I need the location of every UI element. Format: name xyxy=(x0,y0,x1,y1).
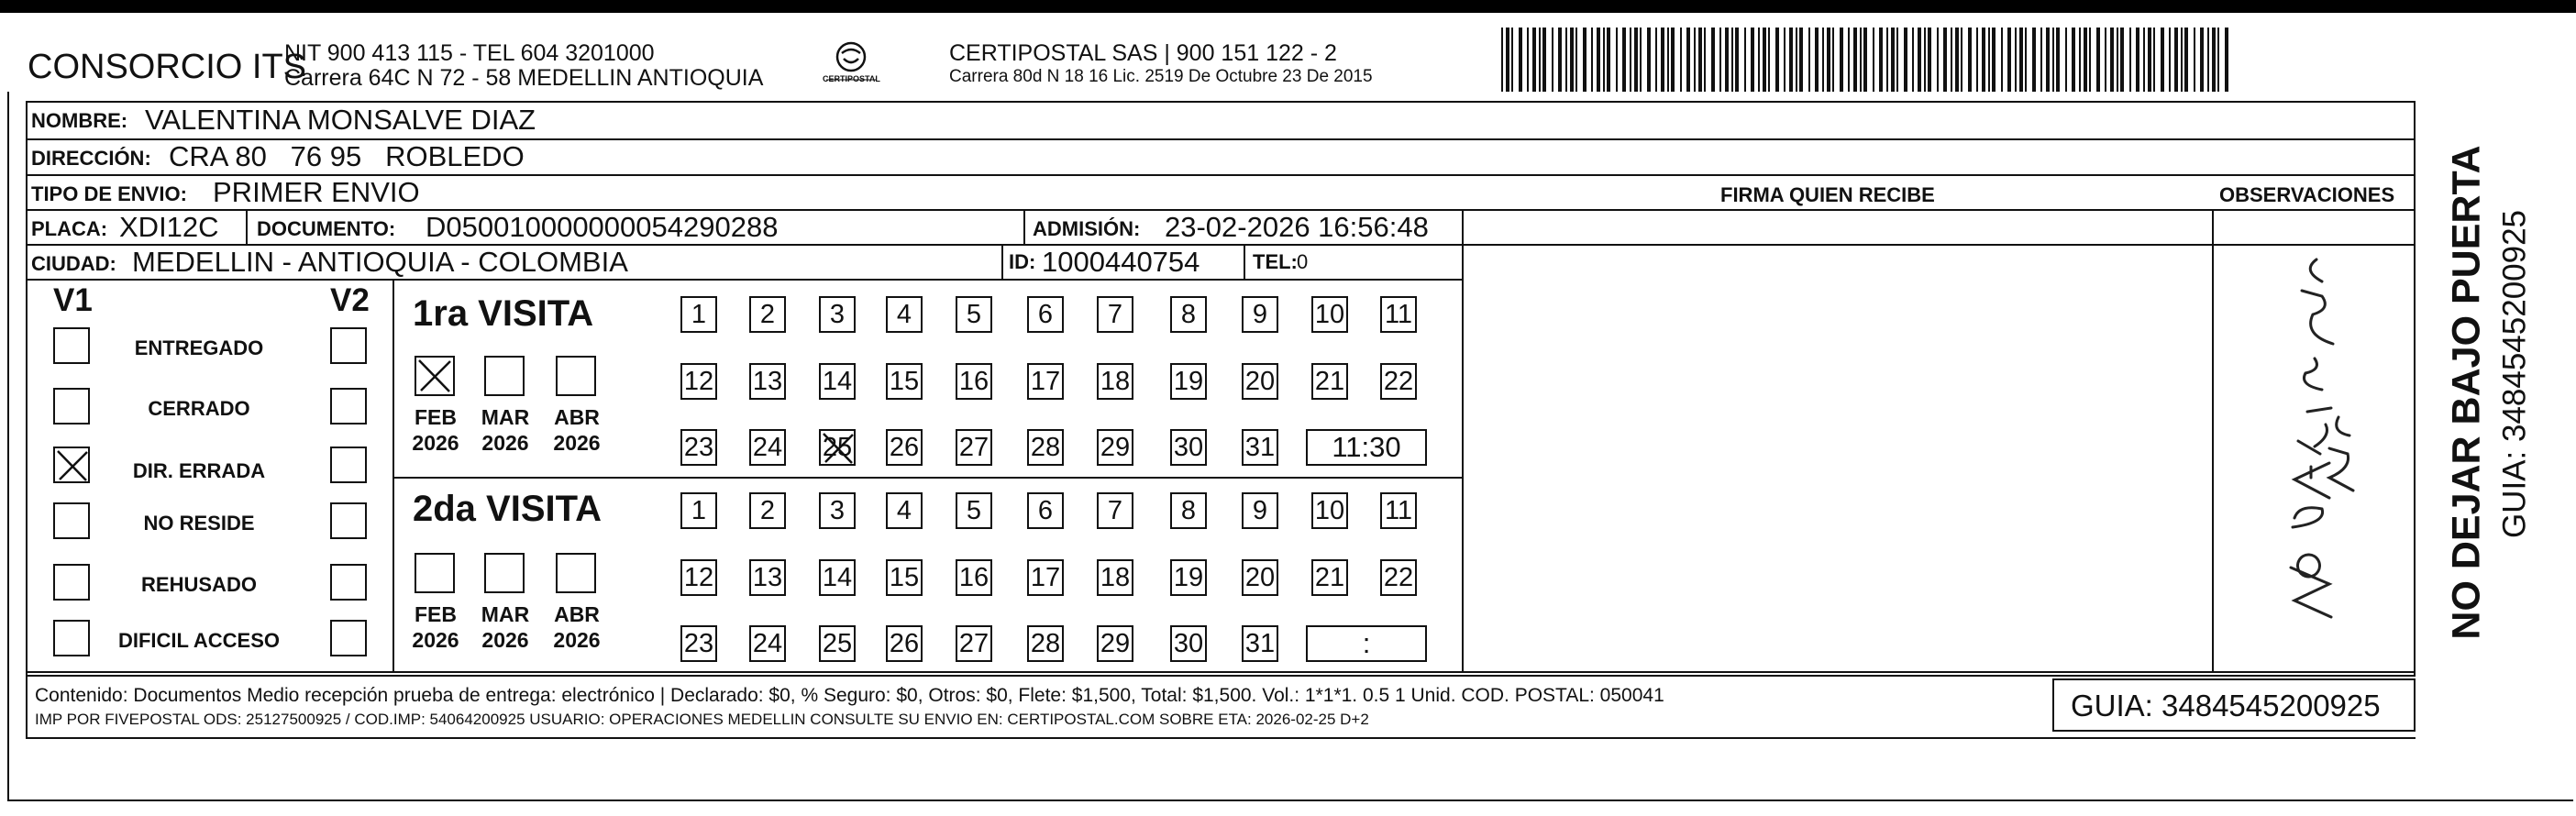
second-day-1[interactable]: 1 xyxy=(680,492,717,529)
reason-label-3: DIR. ERRADA xyxy=(132,459,266,482)
first-day-16[interactable]: 16 xyxy=(956,363,992,400)
second-day-23[interactable]: 23 xyxy=(680,625,717,662)
second-month-box-mar[interactable] xyxy=(484,553,525,593)
first-day-27[interactable]: 27 xyxy=(956,429,992,466)
second-day-31[interactable]: 31 xyxy=(1242,625,1278,662)
first-day-17[interactable]: 17 xyxy=(1027,363,1064,400)
first-day-15[interactable]: 15 xyxy=(886,363,923,400)
second-day-10[interactable]: 10 xyxy=(1311,492,1348,529)
firma-header: FIRMA QUIEN RECIBE xyxy=(1720,183,1935,206)
second-day-11[interactable]: 11 xyxy=(1380,492,1417,529)
first-day-check xyxy=(821,431,856,470)
first-month-label: MAR xyxy=(481,405,530,429)
v2-checkbox-1[interactable] xyxy=(330,327,367,364)
first-day-9[interactable]: 9 xyxy=(1242,296,1278,333)
second-year-label: 2026 xyxy=(481,628,529,652)
second-day-17[interactable]: 17 xyxy=(1027,559,1064,596)
v2-checkbox-2[interactable] xyxy=(330,388,367,425)
admision-value: 23-02-2026 16:56:48 xyxy=(1165,211,1429,243)
first-day-19[interactable]: 19 xyxy=(1170,363,1207,400)
documento-value: D050010000000054290288 xyxy=(426,211,779,243)
second-month-box-feb[interactable] xyxy=(415,553,455,593)
second-day-16[interactable]: 16 xyxy=(956,559,992,596)
second-month-box-abr[interactable] xyxy=(556,553,596,593)
first-day-5[interactable]: 5 xyxy=(956,296,992,333)
sender-name: CONSORCIO ITS xyxy=(28,48,307,86)
v2-label: V2 xyxy=(330,282,370,318)
documento-label: DOCUMENTO: xyxy=(257,217,396,240)
first-day-28[interactable]: 28 xyxy=(1027,429,1064,466)
v1-check-mark xyxy=(55,448,90,488)
second-day-7[interactable]: 7 xyxy=(1097,492,1133,529)
second-day-26[interactable]: 26 xyxy=(886,625,923,662)
second-year-label: 2026 xyxy=(553,628,601,652)
reason-label-5: REHUSADO xyxy=(141,573,257,596)
reason-label-1: ENTREGADO xyxy=(134,336,264,359)
first-day-4[interactable]: 4 xyxy=(886,296,923,333)
second-month-label: ABR xyxy=(554,602,600,626)
ciudad-value: MEDELLIN - ANTIOQUIA - COLOMBIA xyxy=(132,246,628,278)
imp-line: IMP POR FIVEPOSTAL ODS: 25127500925 / COD.IMP: 54064200925 USUARIO: OPERACIONES MEDELLIN CONSULTE SU ENVIO EN: CERTIPOSTAL.COM SOBRE ETA: 2026-02-25 D+2 xyxy=(35,711,1369,728)
second-year-label: 2026 xyxy=(412,628,459,652)
first-day-11[interactable]: 11 xyxy=(1380,296,1417,333)
second-day-8[interactable]: 8 xyxy=(1170,492,1207,529)
first-day-6[interactable]: 6 xyxy=(1027,296,1064,333)
v2-checkbox-5[interactable] xyxy=(330,564,367,601)
first-month-box-mar[interactable] xyxy=(484,356,525,396)
first-day-13[interactable]: 13 xyxy=(749,363,786,400)
first-month-check xyxy=(416,358,453,399)
first-day-25[interactable]: 25 xyxy=(819,429,856,466)
first-day-7[interactable]: 7 xyxy=(1097,296,1133,333)
first-day-29[interactable]: 29 xyxy=(1097,429,1133,466)
first-day-8[interactable]: 8 xyxy=(1170,296,1207,333)
placa-label: PLACA: xyxy=(31,217,108,240)
sender-address: Carrera 64C N 72 - 58 MEDELLIN ANTIOQUIA xyxy=(284,65,764,91)
second-day-9[interactable]: 9 xyxy=(1242,492,1278,529)
top-border xyxy=(0,0,2576,13)
first-day-14[interactable]: 14 xyxy=(819,363,856,400)
v2-checkbox-4[interactable] xyxy=(330,502,367,539)
first-day-31[interactable]: 31 xyxy=(1242,429,1278,466)
first-visit-title: 1ra VISITA xyxy=(413,293,594,334)
first-month-label: ABR xyxy=(554,405,600,429)
first-day-12[interactable]: 12 xyxy=(680,363,717,400)
logo-text: CERTIPOSTAL xyxy=(823,74,880,83)
id-label: ID: xyxy=(1009,250,1036,273)
first-day-26[interactable]: 26 xyxy=(886,429,923,466)
observaciones-header: OBSERVACIONES xyxy=(2219,183,2395,206)
first-day-24[interactable]: 24 xyxy=(749,429,786,466)
first-month-box-abr[interactable] xyxy=(556,356,596,396)
reason-label-6: DIFICIL ACCESO xyxy=(117,629,280,652)
reason-label-2: CERRADO xyxy=(148,397,250,420)
ciudad-label: CIUDAD: xyxy=(31,252,116,275)
first-day-18[interactable]: 18 xyxy=(1097,363,1133,400)
side-guia: GUIA: 3484545200925 xyxy=(2496,209,2533,539)
nombre-value: VALENTINA MONSALVE DIAZ xyxy=(145,104,536,136)
second-day-30[interactable]: 30 xyxy=(1170,625,1207,662)
second-month-label: MAR xyxy=(481,602,530,626)
second-month-label: FEB xyxy=(415,602,457,626)
second-time-box[interactable]: : xyxy=(1306,625,1427,662)
second-visit-title: 2da VISITA xyxy=(413,489,602,529)
content-line: Contenido: Documentos Medio recepción prueba de entrega: electrónico | Declarado: $0, % Seguro: $0, Otros: $0, Flete: $1,500, Total: $1,500. Vol.: 1*1*1. 0.5 1 Unid. COD. POSTAL: 050041 xyxy=(35,685,1664,706)
second-day-24[interactable]: 24 xyxy=(749,625,786,662)
first-day-10[interactable]: 10 xyxy=(1311,296,1348,333)
second-day-27[interactable]: 27 xyxy=(956,625,992,662)
placa-value: XDI12C xyxy=(119,211,219,243)
admision-label: ADMISIÓN: xyxy=(1033,217,1141,240)
first-day-21[interactable]: 21 xyxy=(1311,363,1348,400)
second-day-21[interactable]: 21 xyxy=(1311,559,1348,596)
tel-value: 0 xyxy=(1297,250,1309,273)
v1-label: V1 xyxy=(53,282,93,318)
first-day-20[interactable]: 20 xyxy=(1242,363,1278,400)
guia-box-text: GUIA: 3484545200925 xyxy=(2071,689,2381,722)
second-day-19[interactable]: 19 xyxy=(1170,559,1207,596)
direccion-label: DIRECCIÓN: xyxy=(31,147,151,170)
first-year-label: 2026 xyxy=(412,431,459,455)
second-day-20[interactable]: 20 xyxy=(1242,559,1278,596)
v2-checkbox-6[interactable] xyxy=(330,620,367,656)
second-day-22[interactable]: 22 xyxy=(1380,559,1417,596)
first-day-30[interactable]: 30 xyxy=(1170,429,1207,466)
first-year-label: 2026 xyxy=(553,431,601,455)
second-day-28[interactable]: 28 xyxy=(1027,625,1064,662)
second-day-2[interactable]: 2 xyxy=(749,492,786,529)
first-day-2[interactable]: 2 xyxy=(749,296,786,333)
second-day-15[interactable]: 15 xyxy=(886,559,923,596)
second-day-29[interactable]: 29 xyxy=(1097,625,1133,662)
second-day-14[interactable]: 14 xyxy=(819,559,856,596)
reason-label-4: NO RESIDE xyxy=(143,512,255,535)
direccion-value: CRA 80 76 95 ROBLEDO xyxy=(169,140,525,172)
certipostal-logo xyxy=(819,39,883,94)
second-day-25[interactable]: 25 xyxy=(819,625,856,662)
tipo-envio-label: TIPO DE ENVIO: xyxy=(31,182,187,205)
first-day-3[interactable]: 3 xyxy=(819,296,856,333)
carrier-address: Carrera 80d N 18 16 Lic. 2519 De Octubre 23 De 2015 xyxy=(949,67,1373,86)
v2-checkbox-3[interactable] xyxy=(330,447,367,483)
barcode-icon xyxy=(1501,28,2232,92)
tipo-envio-value: PRIMER ENVIO xyxy=(213,176,420,208)
no-dejar-bajo-puerta: NO DEJAR BAJO PUERTA xyxy=(2444,145,2489,640)
carrier-name: CERTIPOSTAL SAS | 900 151 122 - 2 xyxy=(949,40,1337,66)
first-year-label: 2026 xyxy=(481,431,529,455)
nombre-label: NOMBRE: xyxy=(31,109,128,132)
first-month-label: FEB xyxy=(415,405,457,429)
id-value: 1000440754 xyxy=(1042,246,1200,278)
first-day-23[interactable]: 23 xyxy=(680,429,717,466)
first-day-22[interactable]: 22 xyxy=(1380,363,1417,400)
second-day-18[interactable]: 18 xyxy=(1097,559,1133,596)
second-day-13[interactable]: 13 xyxy=(749,559,786,596)
second-day-4[interactable]: 4 xyxy=(886,492,923,529)
sender-nit: NIT 900 413 115 - TEL 604 3201000 xyxy=(284,40,655,66)
observation-handwriting xyxy=(2230,206,2372,637)
second-day-3[interactable]: 3 xyxy=(819,492,856,529)
second-day-6[interactable]: 6 xyxy=(1027,492,1064,529)
first-time-box[interactable]: 11:30 xyxy=(1306,429,1427,466)
second-day-12[interactable]: 12 xyxy=(680,559,717,596)
first-day-1[interactable]: 1 xyxy=(680,296,717,333)
observation-text xyxy=(2219,642,2226,643)
tel-label: TEL: xyxy=(1253,250,1298,273)
second-day-5[interactable]: 5 xyxy=(956,492,992,529)
